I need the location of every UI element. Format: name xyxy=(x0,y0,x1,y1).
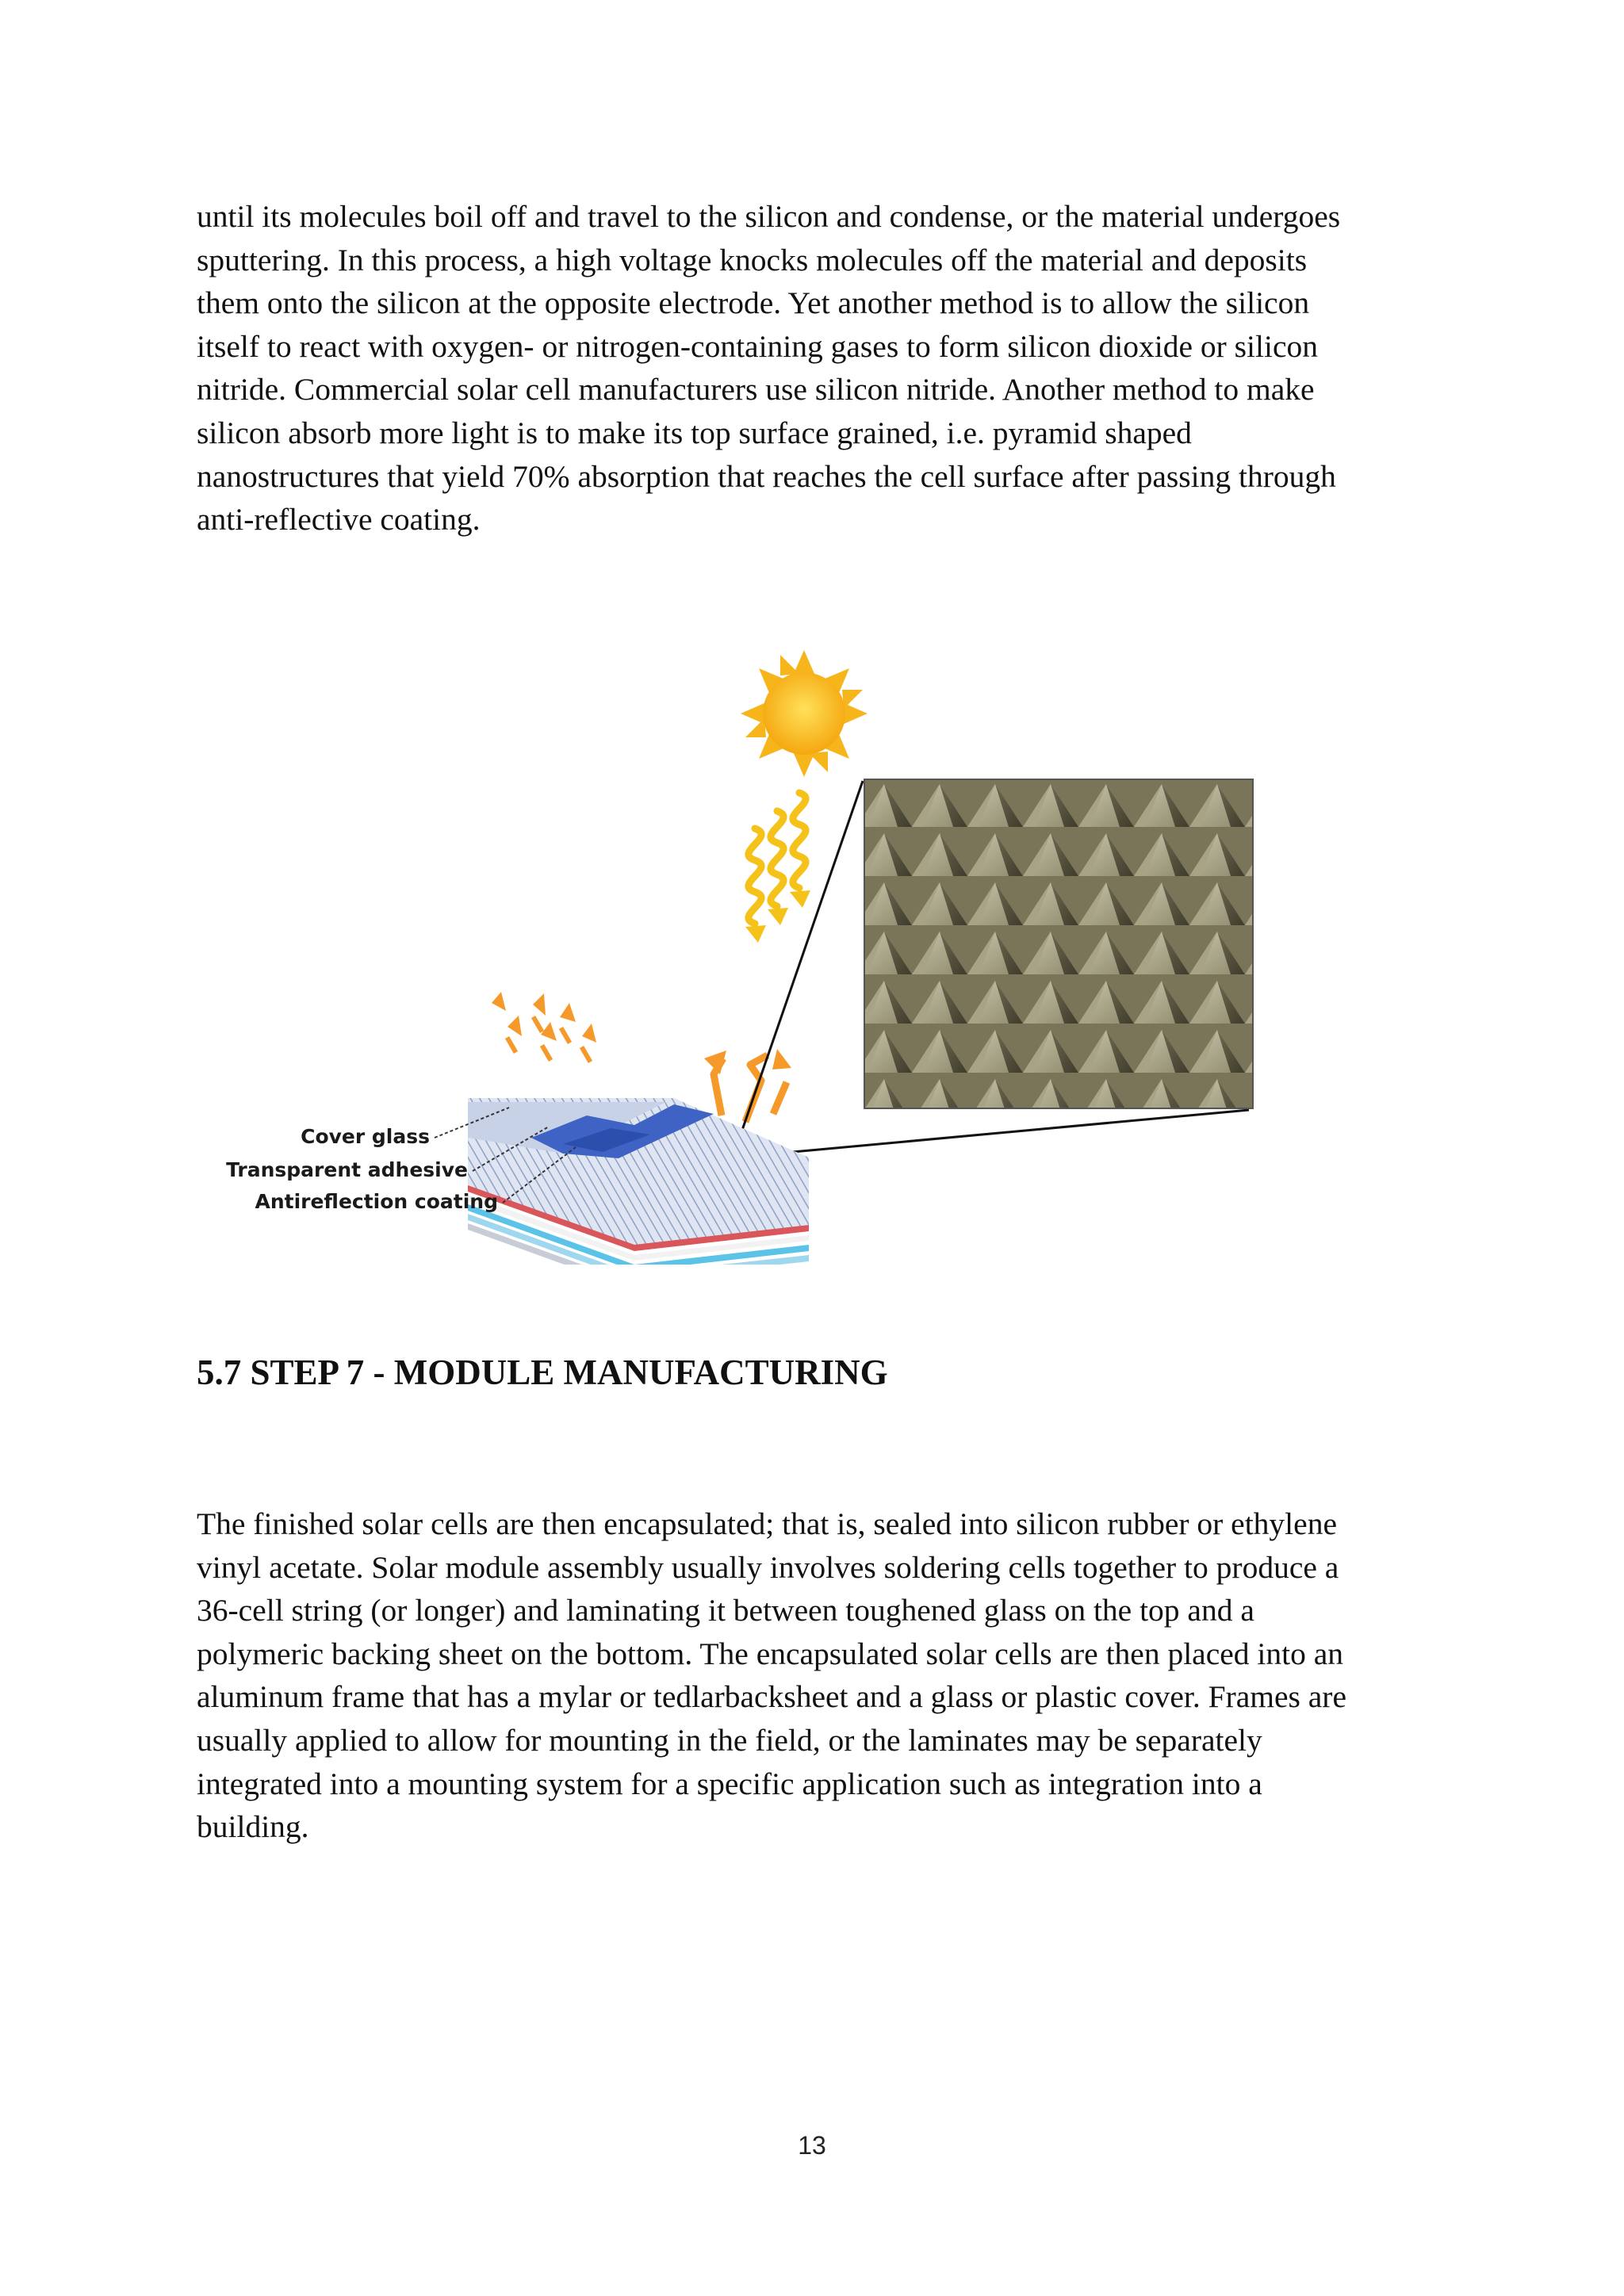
label-antireflection-coating: Antireflection coating xyxy=(255,1190,498,1213)
text-line: 36-cell string (or longer) and laminating it between toughened glass on the top and a xyxy=(197,1593,1254,1628)
text-line: nanostructures that yield 70% absorption that reaches the cell surface after passing through xyxy=(197,458,1336,494)
solar-cell-texturing-figure xyxy=(190,630,1269,1265)
text-line: itself to react with oxygen- or nitrogen-containing gases to form silicon dioxide or silicon xyxy=(197,328,1318,364)
reflected-light-arrows xyxy=(492,992,596,1063)
section-heading: 5.7 STEP 7 - MODULE MANUFACTURING xyxy=(197,1353,888,1392)
solar-panel-layers xyxy=(468,1098,809,1265)
label-transparent-adhesive: Transparent adhesive xyxy=(226,1158,468,1181)
text-line: anti-reflective coating. xyxy=(197,502,481,538)
text-line: usually applied to allow for mounting in the field, or the laminates may be separately xyxy=(197,1722,1262,1758)
body-paragraph-module-manufacturing xyxy=(197,1502,1434,1849)
text-line: nitride. Commercial solar cell manufacturers use silicon nitride. Another method to make xyxy=(197,372,1315,408)
pyramid-texture-micrograph xyxy=(864,779,1253,1108)
text-line: until its molecules boil off and travel to the silicon and condense, or the material undergoes xyxy=(197,199,1341,234)
text-line: The finished solar cells are then encapsulated; that is, sealed into silicon rubber or ethylene xyxy=(197,1506,1337,1541)
body-paragraph-antireflection xyxy=(197,195,1434,541)
label-cover-glass: Cover glass xyxy=(301,1125,430,1148)
text-line: polymeric backing sheet on the bottom. The encapsulated solar cells are then placed into an xyxy=(197,1636,1344,1671)
light-wave-icon xyxy=(745,793,810,943)
sun-icon xyxy=(741,650,868,777)
text-line: vinyl acetate. Solar module assembly usually involves soldering cells together to produce a xyxy=(197,1549,1339,1585)
page-number: 13 xyxy=(798,2131,826,2160)
text-line: sputtering. In this process, a high voltage knocks molecules off the material and deposits xyxy=(197,242,1308,277)
text-line: silicon absorb more light is to make its top surface grained, i.e. pyramid shaped xyxy=(197,415,1192,450)
text-line: building. xyxy=(197,1809,309,1845)
figure-illustration xyxy=(190,630,1269,1265)
text-line: aluminum frame that has a mylar or tedlarbacksheet and a glass or plastic cover. Frames are xyxy=(197,1679,1346,1715)
text-line: integrated into a mounting system for a specific application such as integration into a xyxy=(197,1766,1262,1801)
text-line: them onto the silicon at the opposite electrode. Yet another method is to allow the silicon xyxy=(197,285,1310,321)
